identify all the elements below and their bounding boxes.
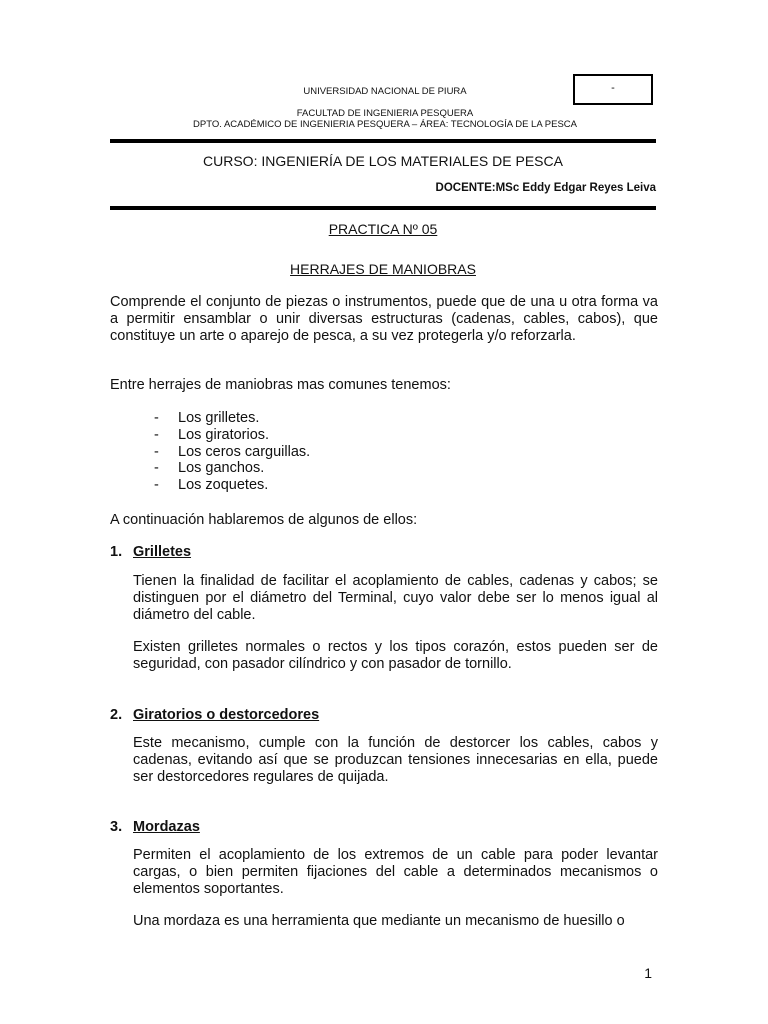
hardware-list xyxy=(154,410,310,494)
list-dash: - xyxy=(154,426,159,443)
continuation-text: A continuación hablaremos de algunos de ellos: xyxy=(110,512,418,528)
list-dash: - xyxy=(154,443,159,460)
section-paragraph: Una mordaza es una herramienta que mediante un mecanismo de huesillo o xyxy=(133,913,625,929)
section-paragraph: Permiten el acoplamiento de los extremos de un cable para poder levantar cargas, o bien permiten fijaciones del cable a determinados mecanismos o elementos soportantes. xyxy=(133,847,658,897)
list-dash: - xyxy=(154,410,159,426)
topic-title: HERRAJES DE MANIOBRAS xyxy=(290,261,476,277)
list-item xyxy=(154,427,310,444)
university-name: UNIVERSIDAD NACIONAL DE PIURA xyxy=(303,86,467,97)
practice-title: PRACTICA Nº 05 xyxy=(328,221,438,237)
teacher-name: DOCENTE:MSc Eddy Edgar Reyes Leiva xyxy=(435,182,656,194)
list-dash: - xyxy=(154,477,159,494)
section-heading-grilletes xyxy=(110,544,191,560)
list-item-text: Los giratorios. xyxy=(178,426,270,443)
section-number: 2. xyxy=(110,707,123,723)
section-heading-giratorios xyxy=(110,707,319,723)
section-paragraph: Existen grilletes normales o rectos y los tipos corazón, estos pueden ser de seguridad, con pasador cilíndrico y con pasador de tornillo. xyxy=(133,639,658,672)
section-title: Grilletes xyxy=(133,544,192,560)
course-title: CURSO: INGENIERÍA DE LOS MATERIALES DE PESCA xyxy=(203,153,563,169)
list-item xyxy=(154,410,310,427)
section-number: 1. xyxy=(110,544,123,560)
list-item-text: Los ceros carguillas. xyxy=(178,443,311,460)
intro-paragraph: Comprende el conjunto de piezas o instrumentos, puede que de una u otra forma va a permitir ensamblar o unir diversas estructuras (cadenas, cables, cabos), que constituye un arte o aparejo de pesca, a su vez protegerla y/o reforzarla. xyxy=(110,294,658,344)
header-rule-top xyxy=(110,139,656,143)
document-code-box: - xyxy=(573,74,653,105)
section-paragraph: Este mecanismo, cumple con la función de destorcer los cables, cabos y cadenas, evitando así que se produzcan tensiones innecesarias en ella, puede ser destorcedores regulares de quijada. xyxy=(133,735,658,785)
header-rule-bottom xyxy=(110,206,656,210)
section-title: Mordazas xyxy=(133,819,200,835)
list-item-text: Los grilletes. xyxy=(178,410,260,426)
faculty-name: FACULTAD DE INGENIERIA PESQUERA xyxy=(296,108,474,119)
page-number: 1 xyxy=(644,965,652,981)
section-heading-mordazas xyxy=(110,819,200,835)
department-name: DPTO. ACADÉMICO DE INGENIERIA PESQUERA – ÁREA: TECNOLOGÍA DE LA PESCA xyxy=(193,119,577,130)
section-paragraph: Tienen la finalidad de facilitar el acoplamiento de cables, cadenas y cabos; se distinguen por el diámetro del Terminal, cuyo valor debe ser lo menos igual al diámetro del cable. xyxy=(133,573,658,623)
list-item xyxy=(154,477,310,494)
section-title: Giratorios o destorcedores xyxy=(133,707,320,723)
list-item xyxy=(154,444,310,461)
list-intro: Entre herrajes de maniobras mas comunes tenemos: xyxy=(110,377,451,393)
section-number: 3. xyxy=(110,819,123,835)
list-item-text: Los zoquetes. xyxy=(178,477,269,494)
list-item-text: Los ganchos. xyxy=(178,460,265,477)
list-item xyxy=(154,460,310,477)
list-dash: - xyxy=(154,460,159,477)
